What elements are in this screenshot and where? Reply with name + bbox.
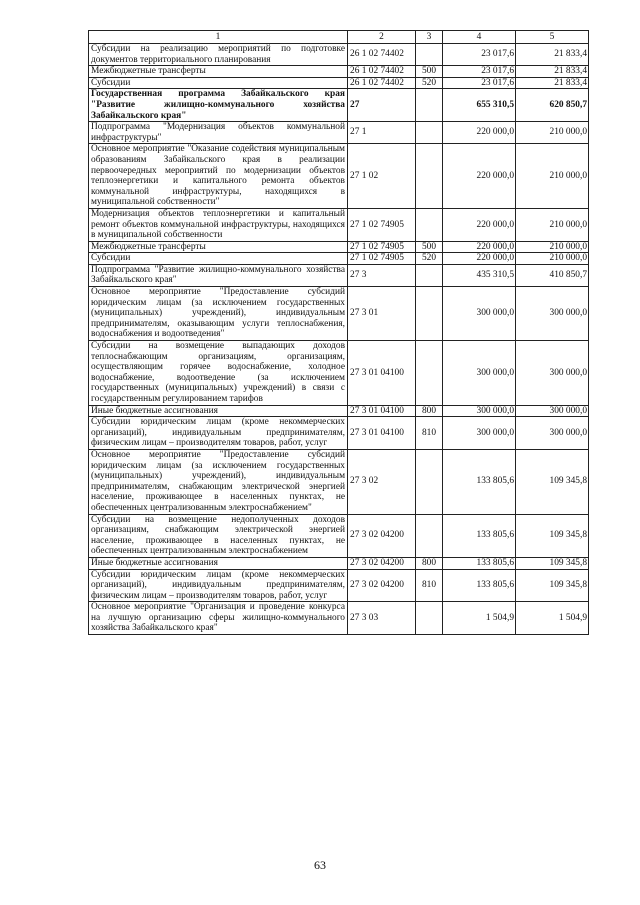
row-description: Иные бюджетные ассигнования <box>89 557 348 569</box>
table-row <box>89 449 589 514</box>
row-description: Модернизация объектов теплоэнергетики и капитальный ремонт объектов коммунальной инфраструктуры, находящихся в муниципальной собственности <box>89 208 348 241</box>
row-value-year-2: 109 345,8 <box>516 557 589 569</box>
row-expense-type: 800 <box>416 557 443 569</box>
row-target-code: 27 3 02 <box>348 449 416 514</box>
table-row <box>89 557 589 569</box>
row-value-year-2: 300 000,0 <box>516 287 589 341</box>
row-expense-type <box>416 122 443 144</box>
row-description: Субсидии на возмещение недополученных доходов организациям, снабжающим электрической энергией население, проживающее в населенных пунктах, не обеспеченных централизованным электроснабжением <box>89 514 348 557</box>
row-value-year-2: 21 833,4 <box>516 66 589 78</box>
header-col-1: 1 <box>89 31 348 44</box>
row-expense-type <box>416 287 443 341</box>
row-value-year-2: 21 833,4 <box>516 44 589 66</box>
row-target-code: 27 1 <box>348 122 416 144</box>
table-row <box>89 241 589 253</box>
row-target-code: 27 3 <box>348 264 416 286</box>
row-value-year-2: 210 000,0 <box>516 241 589 253</box>
row-value-year-2: 109 345,8 <box>516 569 589 602</box>
row-value-year-2: 210 000,0 <box>516 144 589 209</box>
table-row <box>89 122 589 144</box>
row-value-year-1: 23 017,6 <box>443 66 516 78</box>
table-header-row <box>89 31 589 44</box>
row-expense-type <box>416 208 443 241</box>
row-description: Межбюджетные трансферты <box>89 241 348 253</box>
table-row <box>89 602 589 635</box>
budget-table-body <box>89 31 589 635</box>
row-value-year-2: 109 345,8 <box>516 514 589 557</box>
row-description: Основное мероприятие "Организация и проведение конкурса на лучшую организацию сферы жилищно-коммунального хозяйства Забайкальского края" <box>89 602 348 635</box>
row-value-year-1: 133 805,6 <box>443 569 516 602</box>
row-description: Субсидии на реализацию мероприятий по подготовке документов территориального планирования <box>89 44 348 66</box>
row-target-code: 26 1 02 74402 <box>348 66 416 78</box>
row-expense-type: 520 <box>416 77 443 89</box>
row-target-code: 27 3 03 <box>348 602 416 635</box>
document-page <box>88 30 588 635</box>
row-value-year-2: 300 000,0 <box>516 417 589 450</box>
row-value-year-2: 410 850,7 <box>516 264 589 286</box>
header-col-5: 5 <box>516 31 589 44</box>
table-row <box>89 144 589 209</box>
row-value-year-2: 210 000,0 <box>516 253 589 265</box>
row-expense-type <box>416 602 443 635</box>
row-expense-type: 800 <box>416 405 443 417</box>
page-number: 63 <box>314 858 326 872</box>
row-target-code: 27 3 01 04100 <box>348 417 416 450</box>
table-row <box>89 66 589 78</box>
row-expense-type: 500 <box>416 241 443 253</box>
row-expense-type: 810 <box>416 417 443 450</box>
header-col-2: 2 <box>348 31 416 44</box>
table-row <box>89 89 589 122</box>
row-value-year-2: 21 833,4 <box>516 77 589 89</box>
table-row <box>89 417 589 450</box>
row-expense-type: 500 <box>416 66 443 78</box>
row-value-year-1: 133 805,6 <box>443 449 516 514</box>
header-col-4: 4 <box>443 31 516 44</box>
table-row <box>89 514 589 557</box>
table-row <box>89 405 589 417</box>
row-value-year-2: 300 000,0 <box>516 405 589 417</box>
row-value-year-2: 300 000,0 <box>516 341 589 406</box>
row-target-code: 27 3 01 04100 <box>348 341 416 406</box>
row-value-year-1: 300 000,0 <box>443 341 516 406</box>
table-row <box>89 77 589 89</box>
row-description: Субсидии на возмещение выпадающих доходов теплоснабжающим организациям, организациям, осуществляющим горячее водоснабжение, холодное водоснабжение, водоотведение (за исключением государственных (муниципальных) учреждений) в связи с государственным регулированием тарифов <box>89 341 348 406</box>
row-description: Государственная программа Забайкальского края "Развитие жилищно-коммунального хозяйства Забайкальского края" <box>89 89 348 122</box>
row-expense-type <box>416 144 443 209</box>
row-expense-type <box>416 44 443 66</box>
row-target-code: 27 1 02 74905 <box>348 241 416 253</box>
row-description: Субсидии <box>89 77 348 89</box>
row-target-code: 27 3 02 04200 <box>348 514 416 557</box>
row-value-year-1: 220 000,0 <box>443 253 516 265</box>
row-target-code: 27 3 02 04200 <box>348 569 416 602</box>
row-target-code: 27 3 01 <box>348 287 416 341</box>
row-value-year-1: 133 805,6 <box>443 557 516 569</box>
row-value-year-1: 23 017,6 <box>443 77 516 89</box>
row-expense-type <box>416 264 443 286</box>
row-value-year-2: 109 345,8 <box>516 449 589 514</box>
budget-table <box>88 30 589 635</box>
row-value-year-1: 133 805,6 <box>443 514 516 557</box>
row-description: Основное мероприятие "Предоставление субсидий юридическим лицам (за исключением государственных (муниципальных) учреждений), индивидуальным предпринимателям, снабжающим электрической энергией население, проживающее в населенных пунктах, не обеспеченных централизованным электроснабжением" <box>89 449 348 514</box>
row-description: Подпрограмма "Модернизация объектов коммунальной инфраструктуры" <box>89 122 348 144</box>
row-value-year-1: 220 000,0 <box>443 144 516 209</box>
row-target-code: 27 3 01 04100 <box>348 405 416 417</box>
row-value-year-2: 210 000,0 <box>516 208 589 241</box>
table-row <box>89 44 589 66</box>
row-description: Межбюджетные трансферты <box>89 66 348 78</box>
row-target-code: 27 1 02 <box>348 144 416 209</box>
row-target-code: 26 1 02 74402 <box>348 44 416 66</box>
row-description: Основное мероприятие "Предоставление субсидий юридическим лицам (за исключением государственных (муниципальных) учреждений), индивидуальным предпринимателям, оказывающим услуги теплоснабжения, водоснабжения и водоотведения" <box>89 287 348 341</box>
row-description: Основное мероприятие "Оказание содействия муниципальным образованиям Забайкальского края в реализации первоочередных мероприятий по модернизации объектов теплоэнергетики и капитального ремонта объектов коммунальной инфраструктуры, находящихся в муниципальной собственности" <box>89 144 348 209</box>
row-description: Иные бюджетные ассигнования <box>89 405 348 417</box>
row-expense-type: 520 <box>416 253 443 265</box>
row-value-year-2: 1 504,9 <box>516 602 589 635</box>
row-value-year-1: 220 000,0 <box>443 208 516 241</box>
table-row <box>89 264 589 286</box>
table-row <box>89 287 589 341</box>
row-value-year-1: 300 000,0 <box>443 405 516 417</box>
row-description: Субсидии юридическим лицам (кроме некоммерческих организаций), индивидуальным предпринимателям, физическим лицам – производителям товаров, работ, услуг <box>89 569 348 602</box>
row-value-year-1: 655 310,5 <box>443 89 516 122</box>
header-col-3: 3 <box>416 31 443 44</box>
row-value-year-1: 1 504,9 <box>443 602 516 635</box>
row-target-code: 26 1 02 74402 <box>348 77 416 89</box>
row-target-code: 27 1 02 74905 <box>348 253 416 265</box>
row-target-code: 27 3 02 04200 <box>348 557 416 569</box>
row-expense-type <box>416 341 443 406</box>
row-description: Субсидии <box>89 253 348 265</box>
row-value-year-1: 220 000,0 <box>443 241 516 253</box>
row-value-year-1: 23 017,6 <box>443 44 516 66</box>
table-row <box>89 253 589 265</box>
row-value-year-1: 300 000,0 <box>443 287 516 341</box>
table-row <box>89 341 589 406</box>
table-row <box>89 208 589 241</box>
table-row <box>89 569 589 602</box>
row-description: Подпрограмма "Развитие жилищно-коммунального хозяйства Забайкальского края" <box>89 264 348 286</box>
row-value-year-1: 435 310,5 <box>443 264 516 286</box>
row-value-year-2: 210 000,0 <box>516 122 589 144</box>
row-value-year-1: 300 000,0 <box>443 417 516 450</box>
row-expense-type <box>416 449 443 514</box>
row-target-code: 27 <box>348 89 416 122</box>
row-value-year-1: 220 000,0 <box>443 122 516 144</box>
row-value-year-2: 620 850,7 <box>516 89 589 122</box>
row-expense-type: 810 <box>416 569 443 602</box>
row-expense-type <box>416 514 443 557</box>
row-description: Субсидии юридическим лицам (кроме некоммерческих организаций), индивидуальным предпринимателям, физическим лицам – производителям товаров, работ, услуг <box>89 417 348 450</box>
row-target-code: 27 1 02 74905 <box>348 208 416 241</box>
row-expense-type <box>416 89 443 122</box>
